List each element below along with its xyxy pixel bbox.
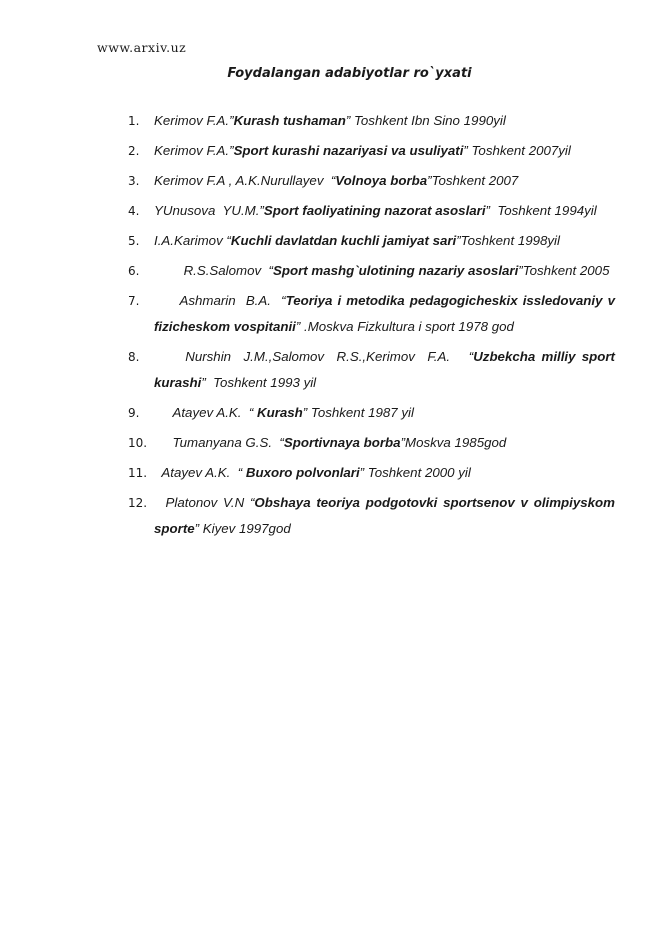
reference-title: Sport kurashi nazariyasi va usuliyati xyxy=(233,143,464,158)
reference-publication: ”Toshkent 2007 xyxy=(427,173,519,188)
reference-item xyxy=(128,258,615,284)
reference-item xyxy=(128,138,615,164)
reference-author: Ashmarin B.A. “ xyxy=(154,293,286,308)
reference-item xyxy=(128,344,615,396)
reference-title: Buxoro polvonlari xyxy=(245,465,360,480)
reference-title: Sportivnaya borba xyxy=(283,435,401,450)
reference-author: R.S.Salomov “ xyxy=(154,263,273,278)
page-title-text: Foydalangan adabiyotlar ro`yxati xyxy=(227,66,472,81)
reference-item xyxy=(128,430,615,456)
reference-number: 4. xyxy=(128,204,140,218)
reference-publication: ” Toshkent 1993 yil xyxy=(201,375,317,390)
reference-number: 6. xyxy=(128,264,140,278)
reference-title: Sport faoliyatining nazorat asoslari xyxy=(263,203,486,218)
reference-publication: ”Toshkent 1998yil xyxy=(456,233,560,248)
reference-publication: ” Kiyev 1997god xyxy=(194,521,291,536)
reference-number: 3. xyxy=(128,174,140,188)
reference-publication: ” Toshkent 2007yil xyxy=(463,143,571,158)
reference-author: Platonov V.N “ xyxy=(154,495,255,510)
reference-title: Teoriya i metodika pedagogicheskix issledovaniy v fizicheskom vospitanii xyxy=(154,293,615,334)
reference-publication: ” Toshkent 1987 yil xyxy=(302,405,414,420)
reference-publication: ” Toshkent 2000 yil xyxy=(359,465,471,480)
reference-number: 5. xyxy=(128,234,140,248)
reference-number: 10. xyxy=(128,436,148,450)
reference-author: Nurshin J.M.,Salomov R.S.,Kerimov F.A. “ xyxy=(154,349,474,364)
reference-list xyxy=(128,108,615,546)
reference-publication: ”Toshkent 2005 xyxy=(518,263,610,278)
reference-publication: ” Toshkent Ibn Sino 1990yil xyxy=(345,113,506,128)
reference-publication: ” .Moskva Fizkultura i sport 1978 god xyxy=(295,319,514,334)
reference-title: Obshaya teoriya podgotovki sportsenov v olimpiyskom sporte xyxy=(154,495,615,536)
reference-number: 12. xyxy=(128,496,148,510)
reference-author: YUnusova YU.M.” xyxy=(154,203,264,218)
reference-author: Atayev A.K. “ xyxy=(154,405,257,420)
reference-title: Kuchli davlatdan kuchli jamiyat sari xyxy=(230,233,457,248)
reference-author: Kerimov F.A.” xyxy=(154,113,234,128)
reference-item xyxy=(128,108,615,134)
reference-author: Kerimov F.A , A.K.Nurullayev “ xyxy=(154,173,336,188)
reference-title: Uzbekcha milliy sport kurashi xyxy=(154,349,615,390)
reference-item xyxy=(128,490,615,542)
reference-publication: ” Toshkent 1994yil xyxy=(485,203,597,218)
reference-publication: ”Moskva 1985god xyxy=(400,435,507,450)
reference-title: Sport mashg`ulotining nazariy asoslari xyxy=(272,263,519,278)
reference-number: 9. xyxy=(128,406,140,420)
reference-number: 7. xyxy=(128,294,140,308)
reference-author: Kerimov F.A.” xyxy=(154,143,234,158)
reference-item xyxy=(128,460,615,486)
reference-author: Tumanyana G.S. “ xyxy=(154,435,284,450)
site-url: www.arxiv.uz xyxy=(97,40,187,55)
reference-item xyxy=(128,400,615,426)
page-title xyxy=(0,66,661,81)
reference-author: Atayev A.K. “ xyxy=(154,465,246,480)
reference-item xyxy=(128,288,615,340)
reference-number: 8. xyxy=(128,350,140,364)
reference-item xyxy=(128,198,615,224)
reference-item xyxy=(128,228,615,254)
reference-title: Kurash tushaman xyxy=(233,113,346,128)
reference-author: I.A.Karimov “ xyxy=(154,233,231,248)
reference-number: 11. xyxy=(128,466,148,480)
reference-number: 1. xyxy=(128,114,140,128)
reference-number: 2. xyxy=(128,144,140,158)
reference-title: Kurash xyxy=(256,405,303,420)
reference-item xyxy=(128,168,615,194)
reference-title: Volnoya borba xyxy=(335,173,428,188)
